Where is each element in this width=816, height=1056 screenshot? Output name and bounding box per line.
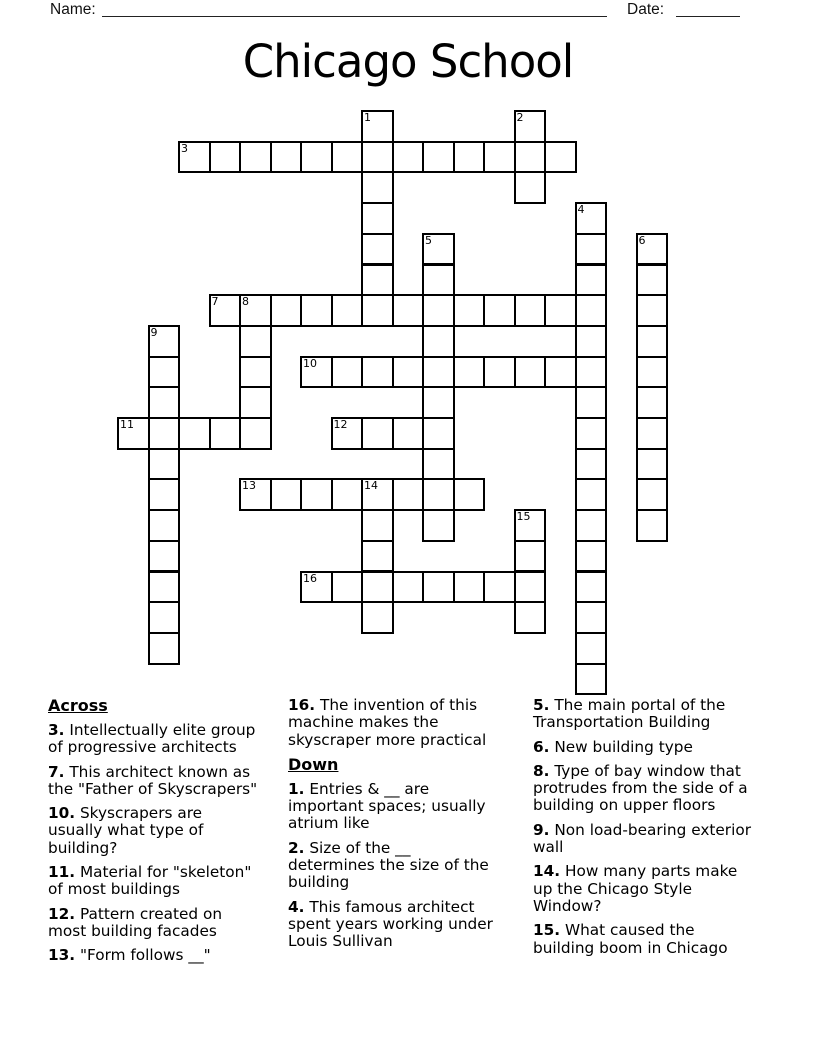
grid-cell[interactable] bbox=[361, 478, 394, 511]
grid-cell[interactable] bbox=[453, 356, 486, 389]
grid-cell[interactable] bbox=[361, 294, 394, 327]
grid-cell[interactable] bbox=[148, 509, 181, 542]
grid-cell[interactable] bbox=[575, 202, 608, 235]
grid-cell[interactable] bbox=[422, 448, 455, 481]
grid-cell[interactable] bbox=[575, 325, 608, 358]
grid-cell[interactable] bbox=[331, 478, 364, 511]
grid-cell[interactable] bbox=[422, 264, 455, 297]
clue: 1. Entries & __ are important spaces; usually atrium like bbox=[288, 779, 486, 833]
clue: 12. Pattern created on most building facades bbox=[48, 904, 223, 940]
grid-cell[interactable] bbox=[361, 540, 394, 573]
grid-cell[interactable] bbox=[422, 356, 455, 389]
cell-number: 3 bbox=[181, 141, 188, 155]
grid-cell[interactable] bbox=[270, 478, 303, 511]
grid-cell[interactable] bbox=[361, 571, 394, 604]
grid-cell[interactable] bbox=[392, 141, 425, 174]
grid-cell[interactable] bbox=[361, 356, 394, 389]
clue: 11. Material for "skeleton" of most buildings bbox=[48, 863, 252, 899]
clue: 14. How many parts make up the Chicago Style Window? bbox=[533, 862, 738, 915]
grid-cell[interactable] bbox=[148, 325, 181, 358]
clue-number: 6. bbox=[533, 737, 550, 756]
grid-cell[interactable] bbox=[148, 632, 181, 665]
cell-number: 14 bbox=[364, 479, 378, 493]
grid-cell[interactable] bbox=[575, 386, 608, 419]
grid-cell[interactable] bbox=[636, 509, 669, 542]
grid-cell[interactable] bbox=[117, 417, 150, 450]
grid-cell[interactable] bbox=[270, 141, 303, 174]
clue-number: 4. bbox=[288, 897, 305, 916]
grid-cell[interactable] bbox=[300, 141, 333, 174]
grid-cell[interactable] bbox=[361, 110, 394, 143]
grid-cell[interactable] bbox=[270, 294, 303, 327]
crossword-grid bbox=[117, 110, 668, 696]
grid-cell[interactable] bbox=[300, 571, 333, 604]
clue-number: 15. bbox=[533, 921, 561, 940]
date-fill-line[interactable] bbox=[676, 0, 740, 17]
grid-cell[interactable] bbox=[575, 448, 608, 481]
clue: 2. Size of the __ determines the size of the building bbox=[288, 838, 489, 892]
grid-cell[interactable] bbox=[331, 571, 364, 604]
grid-cell[interactable] bbox=[331, 141, 364, 174]
grid-cell[interactable] bbox=[544, 294, 577, 327]
cell-number: 5 bbox=[425, 233, 432, 247]
cell-number: 16 bbox=[303, 571, 317, 585]
grid-cell[interactable] bbox=[575, 264, 608, 297]
grid-cell[interactable] bbox=[148, 540, 181, 573]
grid-cell[interactable] bbox=[575, 632, 608, 665]
grid-cell[interactable] bbox=[575, 478, 608, 511]
grid-cell[interactable] bbox=[209, 141, 242, 174]
grid-cell[interactable] bbox=[148, 417, 181, 450]
cell-number: 6 bbox=[638, 233, 646, 247]
clue: 10. Skyscrapers are usually what type of building? bbox=[48, 804, 204, 857]
grid-cell[interactable] bbox=[392, 478, 425, 511]
cell-number: 1 bbox=[364, 111, 371, 124]
clue-number: 14. bbox=[533, 862, 561, 881]
grid-cell[interactable] bbox=[636, 448, 669, 481]
clue-number: 2. bbox=[288, 838, 305, 857]
grid-cell[interactable] bbox=[636, 294, 669, 327]
grid-cell[interactable] bbox=[422, 325, 455, 358]
clue-number: 8. bbox=[533, 761, 550, 780]
grid-cell[interactable] bbox=[300, 294, 333, 327]
grid-cell[interactable] bbox=[483, 356, 516, 389]
grid-cell[interactable] bbox=[361, 233, 394, 266]
grid-cell[interactable] bbox=[575, 663, 608, 696]
clue: 8. Type of bay window that protrudes from the side of a building on upper floors bbox=[533, 761, 748, 815]
grid-cell[interactable] bbox=[239, 478, 272, 511]
grid-cell[interactable] bbox=[514, 540, 547, 573]
grid-cell[interactable] bbox=[636, 264, 669, 297]
cell-number: 10 bbox=[303, 356, 317, 370]
grid-cell[interactable] bbox=[422, 233, 455, 266]
grid-cell[interactable] bbox=[575, 601, 608, 634]
grid-cell[interactable] bbox=[514, 601, 547, 634]
name-label: Name: bbox=[50, 1, 96, 18]
clue-number: 5. bbox=[533, 696, 550, 714]
page-title: Chicago School bbox=[242, 35, 574, 88]
clue-number: 11. bbox=[48, 863, 76, 882]
grid-cell[interactable] bbox=[148, 448, 181, 481]
grid-cell[interactable] bbox=[422, 294, 455, 327]
grid-cell[interactable] bbox=[361, 141, 394, 174]
clue-number: 12. bbox=[48, 904, 76, 923]
grid-cell[interactable] bbox=[483, 294, 516, 327]
grid-cell[interactable] bbox=[148, 571, 181, 604]
clue: 5. The main portal of the Transportation Building bbox=[533, 696, 726, 732]
grid-cell[interactable] bbox=[514, 356, 547, 389]
grid-cell[interactable] bbox=[575, 356, 608, 389]
grid-cell[interactable] bbox=[544, 356, 577, 389]
grid-cell[interactable] bbox=[148, 601, 181, 634]
clue: 4. This famous architect spent years working under Louis Sullivan bbox=[288, 897, 493, 951]
cell-number: 12 bbox=[333, 418, 348, 431]
grid-cell[interactable] bbox=[300, 356, 333, 389]
grid-cell[interactable] bbox=[544, 141, 577, 174]
grid-cell[interactable] bbox=[636, 325, 669, 358]
clue-section-header: Across bbox=[48, 696, 108, 715]
grid-cell[interactable] bbox=[422, 478, 455, 511]
grid-cell[interactable] bbox=[361, 417, 394, 450]
grid-cell[interactable] bbox=[361, 601, 394, 634]
grid-cell[interactable] bbox=[178, 417, 211, 450]
cell-number: 2 bbox=[516, 111, 524, 124]
grid-cell[interactable] bbox=[148, 478, 181, 511]
grid-cell[interactable] bbox=[483, 141, 516, 174]
grid-cell[interactable] bbox=[300, 478, 333, 511]
grid-cell[interactable] bbox=[422, 417, 455, 450]
grid-cell[interactable] bbox=[514, 509, 547, 542]
grid-cell[interactable] bbox=[575, 233, 608, 266]
grid-cell[interactable] bbox=[239, 356, 272, 389]
grid-cell[interactable] bbox=[392, 356, 425, 389]
clue: 7. This architect known as the "Father of Skyscrapers" bbox=[48, 762, 258, 798]
cell-number: 7 bbox=[211, 295, 219, 309]
cell-number: 4 bbox=[577, 203, 585, 217]
grid-cell[interactable] bbox=[636, 356, 669, 389]
clue-number: 9. bbox=[533, 820, 550, 839]
date-label: Date: bbox=[627, 1, 665, 18]
grid-cell[interactable] bbox=[361, 264, 394, 297]
grid-cell[interactable] bbox=[453, 141, 486, 174]
grid-cell[interactable] bbox=[575, 417, 608, 450]
grid-cell[interactable] bbox=[148, 386, 181, 419]
grid-cell[interactable] bbox=[575, 540, 608, 573]
grid-cell[interactable] bbox=[514, 571, 547, 604]
grid-cell[interactable] bbox=[636, 417, 669, 450]
clue-number: 7. bbox=[48, 762, 65, 781]
name-fill-line[interactable] bbox=[102, 0, 607, 17]
grid-cell[interactable] bbox=[575, 571, 608, 604]
grid-cell[interactable] bbox=[392, 417, 425, 450]
grid-cell[interactable] bbox=[239, 386, 272, 419]
grid-cell[interactable] bbox=[636, 386, 669, 419]
grid-cell[interactable] bbox=[422, 141, 455, 174]
clue-number: 1. bbox=[288, 779, 305, 798]
cell-number: 13 bbox=[242, 479, 256, 493]
grid-cell[interactable] bbox=[453, 571, 486, 604]
grid-cell[interactable] bbox=[331, 417, 364, 450]
grid-cell[interactable] bbox=[575, 509, 608, 542]
grid-cell[interactable] bbox=[514, 294, 547, 327]
grid-cell[interactable] bbox=[392, 571, 425, 604]
grid-cell[interactable] bbox=[514, 141, 547, 174]
clues-section bbox=[0, 697, 816, 1027]
clue-number: 10. bbox=[48, 804, 76, 823]
grid-cell[interactable] bbox=[392, 294, 425, 327]
grid-cell[interactable] bbox=[148, 356, 181, 389]
cell-number: 8 bbox=[242, 295, 249, 309]
clue-number: 3. bbox=[48, 721, 65, 739]
grid-cell[interactable] bbox=[422, 571, 455, 604]
grid-cell[interactable] bbox=[422, 386, 455, 419]
clue: 3. Intellectually elite group of progressive architects bbox=[48, 721, 256, 757]
cell-number: 11 bbox=[120, 418, 134, 431]
grid-cell[interactable] bbox=[514, 110, 547, 143]
grid-cell[interactable] bbox=[636, 478, 669, 511]
grid-cell[interactable] bbox=[636, 233, 669, 266]
clue-column-2 bbox=[288, 697, 496, 958]
clue-number: 13. bbox=[48, 946, 76, 965]
clue-number: 16. bbox=[288, 696, 316, 714]
grid-cell[interactable] bbox=[575, 294, 608, 327]
grid-cell[interactable] bbox=[209, 417, 242, 450]
grid-cell[interactable] bbox=[239, 417, 272, 450]
clue-column-3 bbox=[533, 697, 757, 964]
grid-cell[interactable] bbox=[239, 325, 272, 358]
clue: 6. New building type bbox=[533, 737, 693, 756]
clue: 9. Non load-bearing exterior wall bbox=[533, 820, 751, 857]
grid-cell[interactable] bbox=[361, 509, 394, 542]
grid-cell[interactable] bbox=[483, 571, 516, 604]
clue: 16. The invention of this machine makes the skyscraper more practical bbox=[288, 696, 487, 749]
grid-cell[interactable] bbox=[209, 294, 242, 327]
clue-section-header: Down bbox=[288, 754, 339, 774]
grid-cell[interactable] bbox=[422, 509, 455, 542]
grid-cell[interactable] bbox=[178, 141, 211, 174]
grid-cell[interactable] bbox=[331, 356, 364, 389]
grid-cell[interactable] bbox=[361, 171, 394, 204]
grid-cell[interactable] bbox=[453, 478, 486, 511]
grid-cell[interactable] bbox=[453, 294, 486, 327]
clue: 13. "Form follows __" bbox=[48, 946, 211, 965]
clue: 15. What caused the building boom in Chicago bbox=[533, 921, 728, 957]
cell-number: 15 bbox=[516, 510, 531, 524]
grid-cell[interactable] bbox=[331, 294, 364, 327]
grid-cell[interactable] bbox=[514, 171, 547, 204]
cell-number: 9 bbox=[150, 325, 158, 339]
grid-cell[interactable] bbox=[361, 202, 394, 235]
clue-column-1 bbox=[48, 697, 260, 972]
grid-cell[interactable] bbox=[239, 141, 272, 174]
grid-cell[interactable] bbox=[239, 294, 272, 327]
